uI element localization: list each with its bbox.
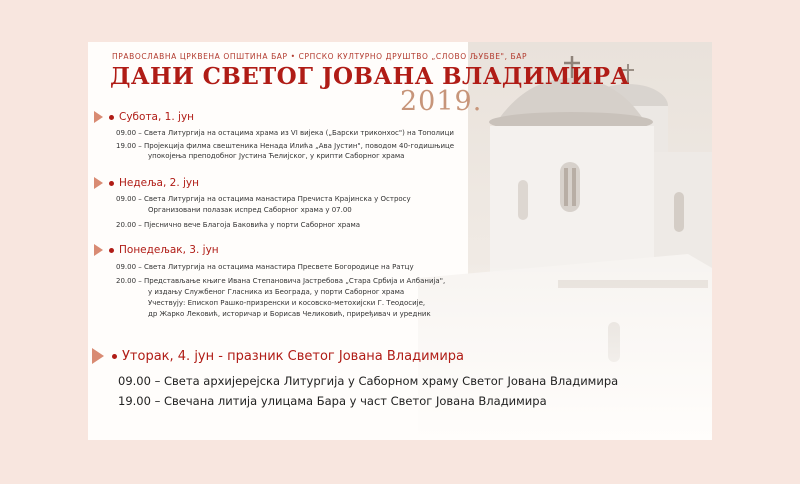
day-label: Понедељак, 3. јун	[119, 244, 219, 256]
schedule-line: 20.00 – Пјеснично вече Благоја Баковића у порти Саборног храма	[116, 221, 361, 229]
schedule-line: 09.00 – Света Литургија на остацима храма из VI вијека („Барски триконхос") на Тополици	[116, 129, 454, 137]
schedule-line: 09.00 – Света Литургија на остацима манастира Пресвете Богородице на Ратцу	[116, 263, 414, 271]
day-label: Субота, 1. јун	[119, 111, 195, 123]
schedule-line: 19.00 – Пројекција филма свештеника Ненада Илића „Ава Јустин", поводом 40-годишњице	[116, 142, 455, 150]
poster-title: ДАНИ СВЕТОГ ЈОВАНА ВЛАДИМИРА	[110, 63, 630, 90]
day-heading-monday	[94, 244, 219, 256]
schedule-line: 20.00 – Представљање књиге Ивана Степановича Јастребова „Стара Србија и Албанија",	[116, 277, 446, 285]
feast-label: Уторак, 4. јун - празник Светог Јована Владимира	[122, 348, 464, 364]
feast-schedule-line: 09.00 – Света архијерејска Литургија у Саборном храму Светог Јована Владимира	[118, 374, 619, 388]
day-label: Недеља, 2. јун	[119, 177, 200, 189]
schedule-line: у издању Службеног Гласника из Београда, у порти Саборног храма	[148, 288, 405, 296]
poster-year: 2019.	[400, 86, 483, 117]
day-heading-saturday	[94, 111, 194, 123]
day-heading-tuesday-feast	[88, 348, 464, 364]
event-poster	[88, 42, 712, 440]
arrow-bullet-icon	[92, 348, 104, 364]
arrow-bullet-icon	[94, 244, 103, 256]
dot-icon	[109, 248, 114, 253]
schedule-line: др Жарко Лековић, историчар и Борисав Челиковић, приређивач и уредник	[148, 310, 431, 318]
feast-schedule-line: 19.00 – Свечана литија улицама Бара у част Светог Јована Владимира	[118, 394, 547, 408]
arrow-bullet-icon	[94, 111, 103, 123]
dot-icon	[112, 354, 117, 359]
dot-icon	[109, 115, 114, 120]
day-heading-sunday	[94, 177, 199, 189]
schedule-line: упокојења преподобног Јустина Ћелијског, у крипти Саборног храма	[148, 152, 405, 160]
schedule-line: Организовани полазак испред Саборног храма у 07.00	[148, 206, 352, 214]
schedule-line: 09.00 – Света Литургија на остацима манастира Пречиста Крајинска у Остросу	[116, 195, 411, 203]
dot-icon	[109, 181, 114, 186]
schedule-line: Учествују: Епископ Рашко-призренски и косовско-метохијски Г. Теодосије,	[148, 299, 426, 307]
arrow-bullet-icon	[94, 177, 103, 189]
organizers-line: ПРАВОСЛАВНА ЦРКВЕНА ОПШТИНА БАР • СРПСКО КУЛТУРНО ДРУШТВО „СЛОВО ЉУБВЕ", БАР	[112, 52, 528, 61]
